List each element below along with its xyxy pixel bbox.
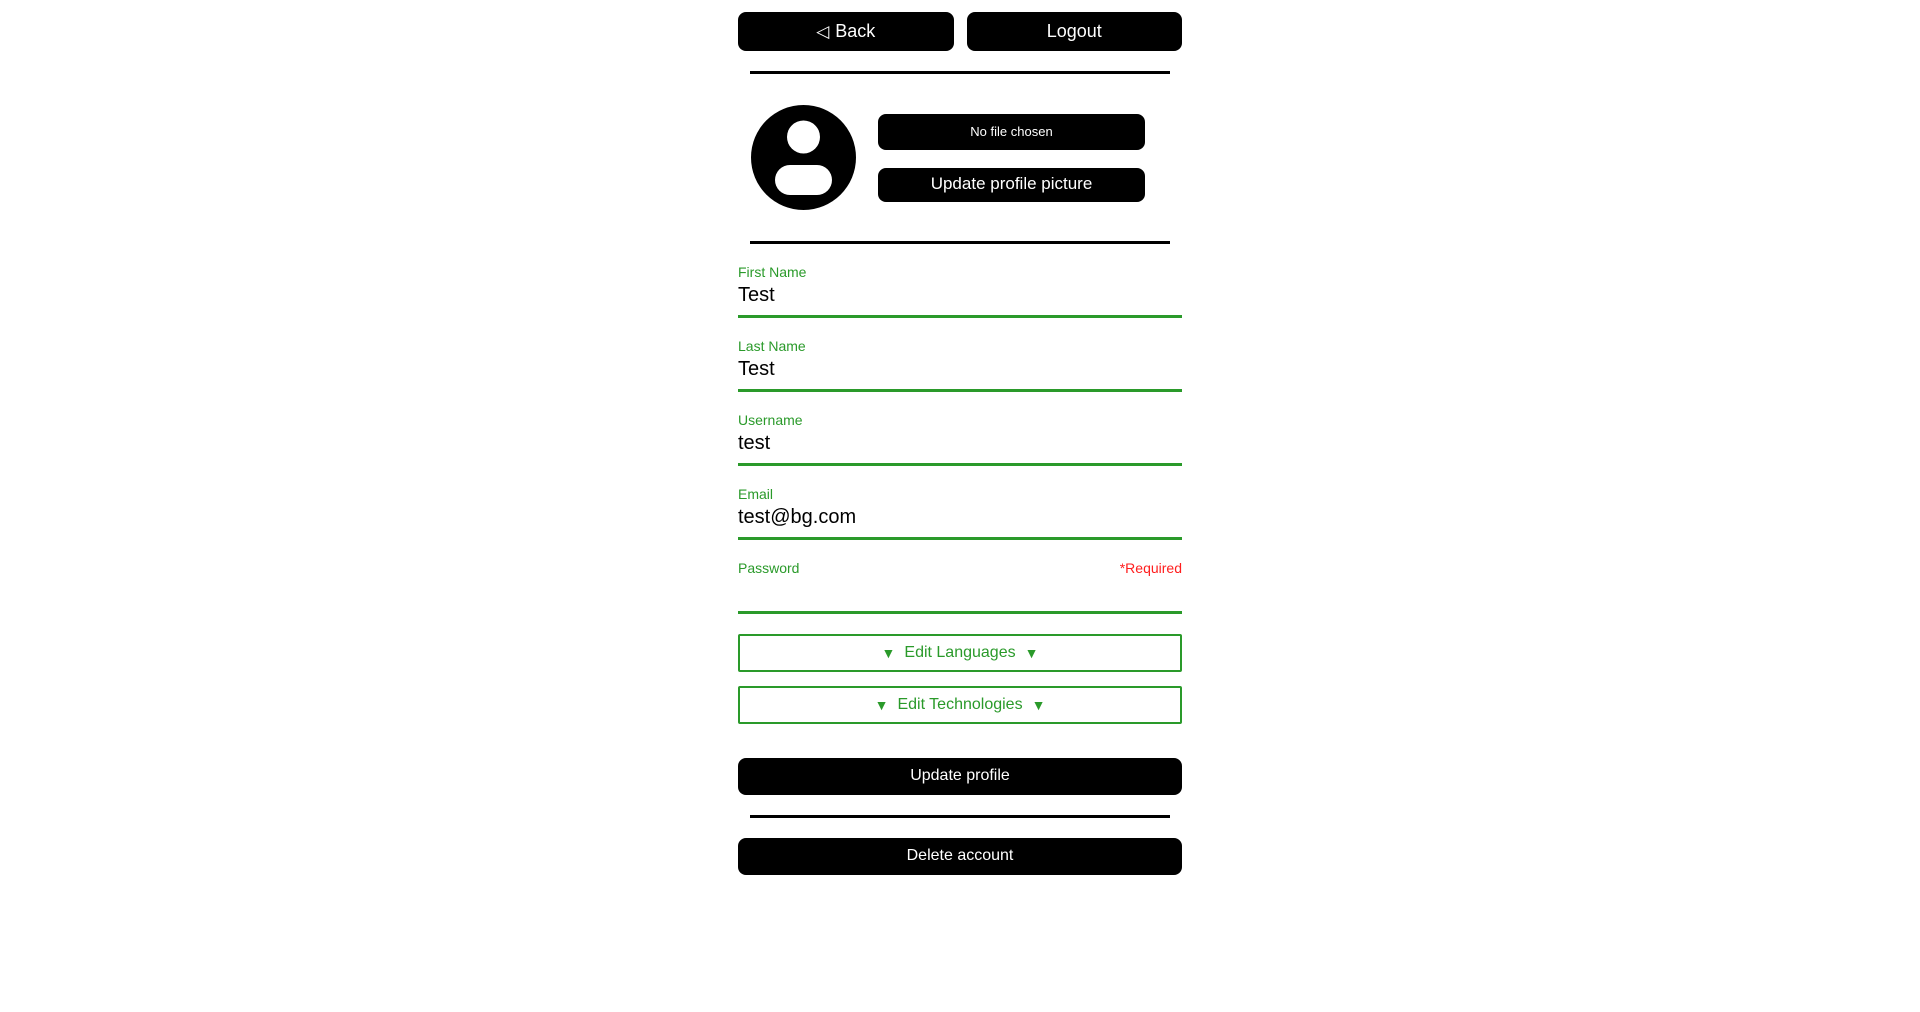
last-name-field [738, 338, 1182, 392]
username-field [738, 412, 1182, 466]
required-note: *Required [1119, 560, 1182, 576]
first-name-field [738, 264, 1182, 318]
last-name-label: Last Name [738, 338, 806, 354]
password-field [738, 560, 1182, 614]
update-picture-button[interactable]: Update profile picture [878, 168, 1145, 202]
edit-languages-button[interactable] [738, 634, 1182, 672]
username-input[interactable] [738, 428, 1182, 466]
section-divider [750, 241, 1170, 244]
password-label: Password [738, 560, 800, 576]
back-triangle-icon: ◁ [816, 22, 830, 41]
file-input[interactable]: No file chosen [878, 114, 1145, 150]
chevron-down-icon: ▼ [874, 697, 889, 713]
email-input[interactable] [738, 502, 1182, 540]
profile-form [738, 264, 1182, 795]
username-label: Username [738, 412, 803, 428]
chevron-down-icon: ▼ [881, 645, 896, 661]
logout-button[interactable]: Logout [967, 12, 1183, 51]
first-name-input[interactable] [738, 280, 1182, 318]
back-button[interactable] [738, 12, 954, 51]
picture-buttons [878, 114, 1145, 202]
delete-account-button[interactable]: Delete account [738, 838, 1182, 875]
edit-technologies-button[interactable] [738, 686, 1182, 724]
last-name-input[interactable] [738, 354, 1182, 392]
update-profile-button[interactable]: Update profile [738, 758, 1182, 795]
edit-languages-label: Edit Languages [904, 644, 1016, 661]
edit-technologies-label: Edit Technologies [897, 696, 1023, 713]
password-input[interactable] [738, 576, 1182, 614]
chevron-down-icon: ▼ [1031, 697, 1046, 713]
first-name-label: First Name [738, 264, 807, 280]
chevron-down-icon: ▼ [1024, 645, 1039, 661]
email-label: Email [738, 486, 774, 502]
danger-divider [750, 815, 1170, 818]
back-button-label: Back [835, 21, 876, 41]
email-field [738, 486, 1182, 540]
header [738, 12, 1182, 51]
top-divider [750, 71, 1170, 74]
profile-picture-section [738, 105, 1182, 210]
person-circle-icon [751, 105, 856, 210]
profile-page [738, 0, 1182, 875]
